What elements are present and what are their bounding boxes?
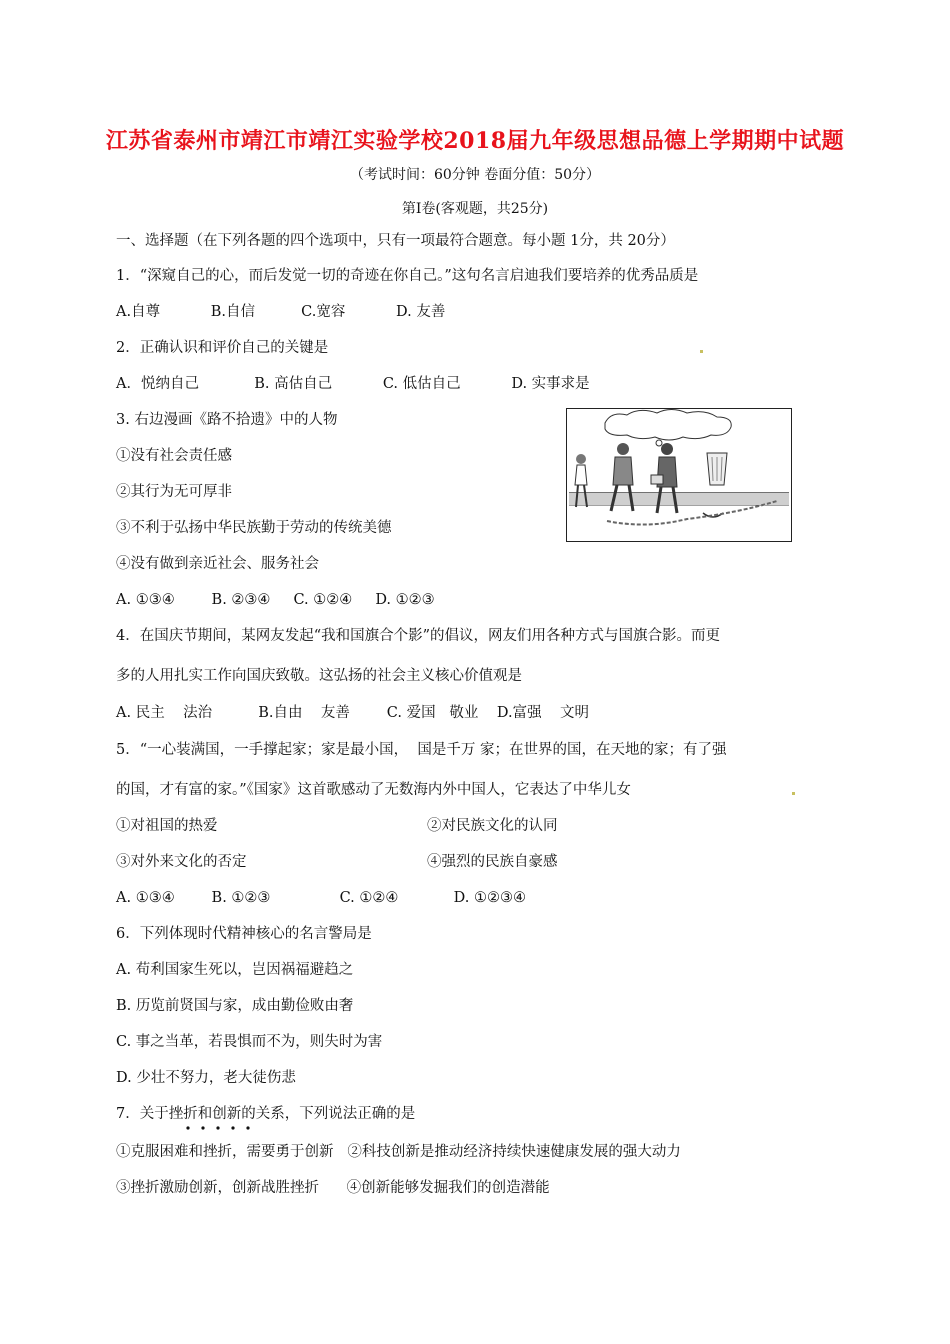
question-2: 2．正确认识和评价自己的关键是 (116, 340, 329, 356)
question-5-item-1: ①对祖国的热爱 (116, 818, 218, 834)
question-7-items-2: ③挫折激励创新，创新战胜挫折 ④创新能够发掘我们的创造潜能 (116, 1180, 550, 1196)
question-4-line-2: 多的人用扎实工作向国庆致敬。这弘扬的社会主义核心价值观是 (116, 668, 522, 684)
question-4-line-1: 4．在国庆节期间，某网友发起“我和国旗合个影”的倡议，网友们用各种方式与国旗合影。而更 (116, 628, 721, 644)
question-3-options: A. ①③④ B. ②③④ C. ①②④ D. ①②③ (116, 592, 435, 608)
question-3-item-3: ③不利于弘扬中华民族勤于劳动的传统美德 (116, 520, 392, 536)
question-5-line-1: 5．“一心装满国，一手撑起家；家是最小国， 国是千万 家；在世界的国，在天地的家；有了强 (116, 742, 727, 758)
scan-mark (700, 350, 703, 353)
section-heading: 第Ⅰ卷(客观题，共25分) (401, 201, 549, 217)
question-7: 7．关于挫折和创新的关系，下列说法正确的是 (116, 1106, 416, 1122)
question-5-item-4: ④强烈的民族自豪感 (427, 854, 558, 870)
question-3: 3. 右边漫画《路不拾遗》中的人物 (116, 412, 338, 428)
question-5-item-2: ②对民族文化的认同 (427, 818, 558, 834)
question-6-option-a: A. 苟利国家生死以，岂因祸福避趋之 (116, 962, 354, 978)
question-6: 6．下列体现时代精神核心的名言警局是 (116, 926, 372, 942)
question-2-options: A．悦纳自己 B. 高估自己 C. 低估自己 D. 实事求是 (116, 376, 590, 392)
question-3-item-4: ④没有做到亲近社会、服务社会 (116, 556, 319, 572)
exam-time-info: （考试时间：60分钟 卷面分值：50分） (349, 167, 601, 183)
scan-mark (792, 792, 795, 795)
question-5-line-2: 的国，才有富的家。”《国家》这首歌感动了无数海内外中国人，它表达了中华儿女 (116, 782, 631, 798)
question-4-options: A. 民主 法治 B.自由 友善 C. 爱国 敬业 D.富强 文明 (116, 705, 590, 721)
question-3-item-1: ①没有社会责任感 (116, 448, 232, 464)
question-6-option-d: D. 少壮不努力，老大徒伤悲 (116, 1070, 296, 1086)
question-6-option-c: C. 事之当革，若畏惧而不为，则失时为害 (116, 1034, 383, 1050)
question-1: 1．“深窥自己的心，而后发觉一切的奇迹在你自己。”这句名言启迪我们要培养的优秀品质是 (116, 268, 699, 284)
question-3-item-2: ②其行为无可厚非 (116, 484, 232, 500)
question-7-items-1: ①克服困难和挫折，需要勇于创新 ②科技创新是推动经济持续快速健康发展的强大动力 (116, 1144, 681, 1160)
exam-title: 江苏省泰州市靖江市靖江实验学校2018届九年级思想品德上学期期中试题 (105, 128, 845, 154)
instructions: 一、选择题（在下列各题的四个选项中，只有一项最符合题意。每小题 1分，共 20分） (116, 233, 675, 249)
cartoon-drawing (567, 409, 791, 541)
question-6-option-b: B. 历览前贤国与家，成由勤俭败由奢 (116, 998, 354, 1014)
cartoon-image (566, 408, 792, 542)
question-1-options: A.自尊 B.自信 C.宽容 D. 友善 (116, 304, 446, 320)
question-5-item-3: ③对外来文化的否定 (116, 854, 247, 870)
emphasis-dots (180, 1124, 260, 1132)
question-5-options: A. ①③④ B. ①②③ C. ①②④ D. ①②③④ (116, 890, 526, 906)
